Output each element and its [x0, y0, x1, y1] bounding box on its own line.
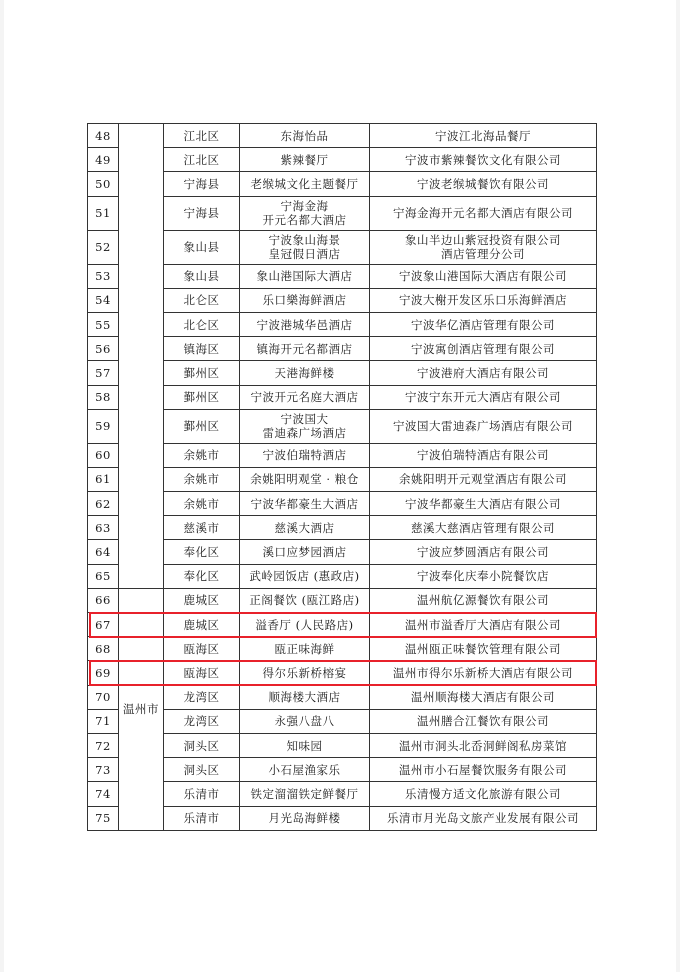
restaurant-name [240, 288, 370, 312]
restaurant-name [240, 148, 370, 172]
district-cell: 象山县 [164, 264, 240, 288]
restaurant-name-line: 瓯正味海鲜 [274, 641, 335, 656]
restaurant-name-line: 天港海鲜楼 [274, 365, 335, 380]
row-number: 51 [88, 196, 119, 230]
table-row [88, 492, 597, 516]
row-number: 54 [88, 288, 119, 312]
table-row [88, 361, 597, 385]
restaurant-name [240, 661, 370, 685]
company-name [370, 758, 597, 782]
restaurant-name-line: 紫辣餐厅 [280, 152, 329, 167]
row-number: 68 [88, 637, 119, 661]
district-cell: 瓯海区 [164, 661, 240, 685]
table-row [88, 124, 597, 148]
table-row [88, 288, 597, 312]
company-name [370, 337, 597, 361]
company-name-line: 宁波老缑城餐饮有限公司 [417, 176, 549, 191]
table-row [88, 733, 597, 757]
district-cell: 乐清市 [164, 806, 240, 830]
table-row [88, 264, 597, 288]
table-row [88, 758, 597, 782]
company-name-line: 温州航亿源餐饮有限公司 [417, 593, 549, 608]
district-cell: 余姚市 [164, 467, 240, 491]
company-name [370, 782, 597, 806]
company-name [370, 588, 597, 612]
row-number: 48 [88, 124, 119, 148]
restaurant-name [240, 709, 370, 733]
restaurant-name-line: 雷迪森广场酒店 [262, 426, 347, 441]
district-cell: 宁海县 [164, 172, 240, 196]
restaurant-name-line: 正阁餐饮 (瓯江路店) [249, 593, 360, 608]
row-number: 64 [88, 540, 119, 564]
district-cell: 鹿城区 [164, 613, 240, 637]
restaurant-name [240, 385, 370, 409]
company-name-line: 酒店管理分公司 [441, 247, 525, 262]
company-name-line: 宁波港府大酒店有限公司 [417, 365, 549, 380]
restaurant-name [240, 443, 370, 467]
restaurant-name-line: 知味园 [286, 738, 323, 753]
company-name [370, 288, 597, 312]
company-name [370, 661, 597, 685]
restaurant-name-line: 镇海开元名都酒店 [256, 341, 353, 356]
restaurant-name [240, 172, 370, 196]
row-number: 59 [88, 409, 119, 443]
district-cell: 鹿城区 [164, 588, 240, 612]
company-name-line: 温州顺海楼大酒店有限公司 [411, 690, 555, 705]
row-number: 74 [88, 782, 119, 806]
district-cell: 洞头区 [164, 758, 240, 782]
district-cell: 余姚市 [164, 443, 240, 467]
restaurant-name [240, 264, 370, 288]
row-number: 75 [88, 806, 119, 830]
company-name [370, 409, 597, 443]
district-cell: 鄞州区 [164, 385, 240, 409]
table-row [88, 782, 597, 806]
restaurant-name [240, 361, 370, 385]
district-cell: 奉化区 [164, 540, 240, 564]
restaurant-name [240, 409, 370, 443]
company-name [370, 806, 597, 830]
district-cell: 北仑区 [164, 312, 240, 336]
restaurant-name [240, 312, 370, 336]
table-row [88, 564, 597, 588]
restaurant-name-line: 宁海金海 [280, 199, 329, 214]
district-cell: 江北区 [164, 148, 240, 172]
company-name [370, 685, 597, 709]
restaurant-name-line: 宁波开元名庭大酒店 [250, 390, 359, 405]
row-number: 58 [88, 385, 119, 409]
restaurant-name-line: 小石屋渔家乐 [268, 762, 341, 777]
table-body [88, 124, 597, 831]
company-name [370, 312, 597, 336]
restaurant-name [240, 806, 370, 830]
restaurant-table [87, 123, 597, 831]
table-row [88, 148, 597, 172]
restaurant-name-line: 宁波国大 [280, 412, 329, 427]
company-name [370, 540, 597, 564]
company-name-line: 温州膳合江餐饮有限公司 [417, 714, 549, 729]
restaurant-name [240, 196, 370, 230]
row-number: 55 [88, 312, 119, 336]
district-cell: 乐清市 [164, 782, 240, 806]
row-number: 49 [88, 148, 119, 172]
district-cell: 洞头区 [164, 733, 240, 757]
table-row [88, 172, 597, 196]
table-row [88, 443, 597, 467]
district-cell: 余姚市 [164, 492, 240, 516]
district-cell: 镇海区 [164, 337, 240, 361]
district-cell: 象山县 [164, 230, 240, 264]
table-row [88, 637, 597, 661]
table-row [88, 588, 597, 612]
restaurant-name [240, 613, 370, 637]
restaurant-name-line: 慈溪大酒店 [274, 520, 335, 535]
company-name-line: 宁波国大雷迪森广场酒店有限公司 [393, 419, 573, 434]
table-row [88, 516, 597, 540]
company-name [370, 124, 597, 148]
company-name [370, 443, 597, 467]
row-number: 52 [88, 230, 119, 264]
table-row [88, 312, 597, 336]
row-number: 63 [88, 516, 119, 540]
company-name [370, 709, 597, 733]
city-cell [119, 124, 164, 589]
table-row [88, 685, 597, 709]
district-cell: 宁海县 [164, 196, 240, 230]
restaurant-name-line: 老缑城文化主题餐厅 [250, 176, 359, 191]
restaurant-name-line: 象山港国际大酒店 [256, 269, 353, 284]
restaurant-name-line: 武岭园饭店 (惠政店) [249, 569, 360, 584]
company-name [370, 196, 597, 230]
company-name-line: 温州市得尔乐新桥大酒店有限公司 [393, 665, 573, 680]
company-name-line: 温州市小石屋餐饮服务有限公司 [399, 762, 567, 777]
row-number: 60 [88, 443, 119, 467]
company-name [370, 361, 597, 385]
company-name [370, 264, 597, 288]
restaurant-name [240, 230, 370, 264]
company-name-line: 宁波江北海品餐厅 [435, 128, 531, 143]
restaurant-name-line: 宁波华都豪生大酒店 [250, 496, 359, 511]
restaurant-name [240, 540, 370, 564]
restaurant-name [240, 467, 370, 491]
restaurant-name [240, 516, 370, 540]
restaurant-name-line: 得尔乐新桥榕宴 [262, 665, 347, 680]
district-cell: 奉化区 [164, 564, 240, 588]
table-row [88, 613, 597, 637]
row-number: 66 [88, 588, 119, 612]
company-name-line: 宁海金海开元名都大酒店有限公司 [393, 206, 573, 221]
row-number: 67 [88, 613, 119, 637]
row-number: 57 [88, 361, 119, 385]
restaurant-name [240, 758, 370, 782]
restaurant-name-line: 开元名都大酒店 [262, 213, 347, 228]
restaurant-name-line: 顺海楼大酒店 [268, 690, 341, 705]
company-name-line: 慈溪大慈酒店管理有限公司 [411, 520, 555, 535]
table-row [88, 409, 597, 443]
table-row [88, 709, 597, 733]
row-number: 61 [88, 467, 119, 491]
restaurant-name [240, 685, 370, 709]
company-name-line: 宁波华亿酒店管理有限公司 [411, 317, 555, 332]
company-name-line: 乐清慢方适文化旅游有限公司 [405, 786, 561, 801]
restaurant-name-line: 宁波伯瑞特酒店 [262, 448, 347, 463]
restaurant-name [240, 782, 370, 806]
row-number: 72 [88, 733, 119, 757]
district-cell: 鄞州区 [164, 361, 240, 385]
table-row [88, 196, 597, 230]
company-name [370, 492, 597, 516]
restaurant-name-line: 永强八盘八 [274, 714, 335, 729]
row-number: 73 [88, 758, 119, 782]
company-name-line: 宁波应梦圆酒店有限公司 [417, 545, 549, 560]
district-cell: 慈溪市 [164, 516, 240, 540]
city-cell: 温州市 [119, 588, 164, 830]
row-number: 56 [88, 337, 119, 361]
company-name-line: 乐清市月光岛文旅产业发展有限公司 [387, 811, 579, 826]
restaurant-name [240, 588, 370, 612]
company-name [370, 230, 597, 264]
table-row [88, 467, 597, 491]
row-number: 50 [88, 172, 119, 196]
company-name [370, 516, 597, 540]
restaurant-name-line: 铁定溜溜铁定鲜餐厅 [250, 786, 359, 801]
district-cell: 江北区 [164, 124, 240, 148]
company-name-line: 宁波象山港国际大酒店有限公司 [399, 269, 567, 284]
company-name [370, 148, 597, 172]
restaurant-name-line: 宁波象山海景 [268, 233, 341, 248]
restaurant-name [240, 124, 370, 148]
district-cell: 龙湾区 [164, 685, 240, 709]
table-row [88, 540, 597, 564]
district-cell: 北仑区 [164, 288, 240, 312]
company-name-line: 余姚阳明开元观堂酒店有限公司 [399, 472, 567, 487]
company-name-line: 象山半边山紫冠投资有限公司 [405, 233, 561, 248]
company-name [370, 467, 597, 491]
restaurant-name [240, 337, 370, 361]
company-name-line: 温州市洞头北岙洞鲜阁私房菜馆 [399, 738, 567, 753]
company-name-line: 宁波寓创酒店管理有限公司 [411, 341, 555, 356]
company-name [370, 385, 597, 409]
company-name-line: 宁波奉化庆奉小院餐饮店 [417, 569, 549, 584]
restaurant-name [240, 637, 370, 661]
restaurant-name-line: 乐口樂海鲜酒店 [262, 293, 347, 308]
restaurant-name [240, 733, 370, 757]
row-number: 65 [88, 564, 119, 588]
company-name-line: 宁波伯瑞特酒店有限公司 [417, 448, 549, 463]
restaurant-name-line: 余姚阳明观堂 · 粮仓 [250, 472, 359, 487]
company-name-line: 宁波宁东开元大酒店有限公司 [405, 390, 561, 405]
company-name [370, 172, 597, 196]
restaurant-name-line: 溢香厅 (人民路店) [255, 617, 354, 632]
company-name-line: 宁波华都豪生大酒店有限公司 [405, 496, 561, 511]
table-row [88, 806, 597, 830]
row-number: 62 [88, 492, 119, 516]
restaurant-name [240, 492, 370, 516]
restaurant-name-line: 皇冠假日酒店 [268, 247, 341, 262]
company-name [370, 564, 597, 588]
restaurant-name-line: 宁波港城华邑酒店 [256, 317, 353, 332]
row-number: 69 [88, 661, 119, 685]
row-number: 70 [88, 685, 119, 709]
restaurant-name-line: 东海怡品 [280, 128, 329, 143]
row-number: 71 [88, 709, 119, 733]
table-row [88, 230, 597, 264]
table-row [88, 337, 597, 361]
company-name-line: 温州瓯正味餐饮管理有限公司 [405, 641, 561, 656]
company-name-line: 宁波大榭开发区乐口乐海鲜酒店 [399, 293, 567, 308]
company-name-line: 宁波市紫辣餐饮文化有限公司 [405, 152, 561, 167]
row-number: 53 [88, 264, 119, 288]
company-name [370, 733, 597, 757]
company-name-line: 温州市溢香厅大酒店有限公司 [405, 617, 561, 632]
company-name [370, 613, 597, 637]
restaurant-name-line: 溪口应梦园酒店 [262, 545, 347, 560]
company-name [370, 637, 597, 661]
district-cell: 龙湾区 [164, 709, 240, 733]
district-cell: 瓯海区 [164, 637, 240, 661]
table-row [88, 661, 597, 685]
district-cell: 鄞州区 [164, 409, 240, 443]
restaurant-name [240, 564, 370, 588]
restaurant-name-line: 月光岛海鲜楼 [268, 811, 341, 826]
table-row [88, 385, 597, 409]
